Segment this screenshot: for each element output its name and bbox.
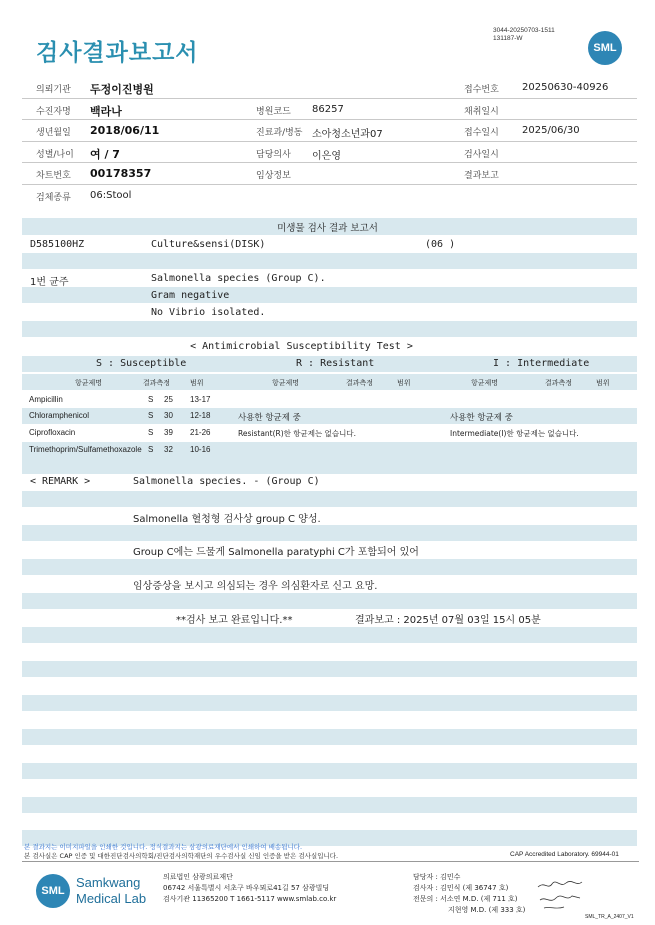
dept-label: 진료과/병동	[256, 128, 303, 139]
report-complete: **검사 보고 완료입니다.**	[176, 615, 293, 626]
receipt-date-value: 2025/06/30	[522, 125, 580, 137]
page-title: 검사결과보고서	[36, 40, 199, 66]
test-number: (06 )	[425, 239, 456, 250]
band	[22, 321, 637, 337]
patient-label: 수진자명	[36, 106, 71, 117]
drug-value: 25	[164, 395, 173, 404]
band	[22, 408, 637, 424]
band	[22, 559, 637, 575]
col-drug: 항균제명	[75, 379, 103, 387]
band	[22, 695, 637, 711]
organism: Salmonella species (Group C).	[151, 273, 326, 284]
drug-sir: S	[148, 445, 154, 454]
logo-name-line1: Samkwang	[76, 875, 141, 890]
col-range: 범위	[190, 379, 204, 387]
info-row	[22, 163, 637, 185]
strain-label: 1번 균주	[30, 277, 69, 288]
staff-specialist-2: 지현영 M.D. (제 333 호)	[448, 906, 526, 914]
band	[22, 593, 637, 609]
footer-divider	[22, 861, 639, 862]
remark-line-1: Salmonella species. - (Group C)	[133, 476, 320, 487]
specimen-value: 06:Stool	[90, 189, 132, 201]
clinical-label: 임상정보	[256, 171, 291, 182]
report-label: 결과보고	[464, 171, 499, 182]
dept-value: 소아청소년과07	[312, 129, 383, 141]
org-address: 06742 서울특별시 서초구 바우뫼로41길 57 삼광빌딩	[163, 884, 330, 892]
band	[22, 458, 637, 474]
org-name: 의료법인 삼광의료재단	[163, 873, 233, 881]
info-row	[22, 77, 637, 99]
hospital-label: 의뢰기관	[36, 85, 71, 95]
drug-sir: S	[148, 428, 154, 437]
hosp-code-label: 병원코드	[256, 106, 291, 117]
legend-susceptible: S : Susceptible	[96, 358, 187, 369]
collect-label: 채취일시	[464, 106, 499, 117]
col-drug: 항균제명	[471, 379, 499, 387]
drug-name: Ciprofloxacin	[29, 428, 76, 437]
receipt-no-label: 접수번호	[464, 85, 499, 95]
chart-value: 00178357	[90, 167, 152, 181]
col-result: 결과측정	[143, 379, 171, 387]
remark-line-3: Group C에는 드물게 Salmonella paratyphi C가 포함되어 있어	[133, 547, 419, 558]
drug-sir: S	[148, 395, 154, 404]
dob-label: 생년월일	[36, 128, 71, 139]
band	[22, 797, 637, 813]
receipt-date-label: 접수일시	[464, 128, 499, 139]
patient-value: 백라나	[90, 104, 122, 118]
test-date-label: 검사일시	[464, 149, 499, 160]
band	[22, 491, 637, 507]
staff-specialist-1: 전문의 : 서소연 M.D. (제 711 호)	[413, 895, 518, 903]
drug-range: 21-26	[190, 428, 211, 437]
staff-manager: 담당자 : 김민수	[413, 873, 461, 881]
sex-age-value: 여 / 7	[90, 147, 120, 161]
report-time: 결과보고 : 2025년 07월 03일 15시 05분	[355, 615, 541, 626]
drug-value: 32	[164, 445, 173, 454]
dob-value: 2018/06/11	[90, 124, 160, 138]
info-row	[22, 120, 637, 142]
cap-accreditation: CAP Accredited Laboratory. 69944-01	[510, 851, 619, 858]
vibrio-result: No Vibrio isolated.	[151, 307, 266, 318]
doctor-value: 이은영	[312, 150, 341, 162]
band	[22, 627, 637, 643]
drug-value: 39	[164, 428, 173, 437]
resistant-note: Resistant(R)한 항균제는 없습니다.	[238, 429, 357, 438]
band	[22, 253, 637, 269]
drug-range: 13-17	[190, 395, 211, 404]
legend-intermediate: I : Intermediate	[493, 358, 590, 369]
info-row	[22, 185, 637, 206]
col-result: 결과측정	[545, 379, 573, 387]
hospital-value: 두정이진병원	[90, 83, 154, 96]
gram-stain: Gram negative	[151, 290, 230, 301]
chart-label: 차트번호	[36, 171, 71, 182]
org-contact: 검사기관 11365200 T 1661-5117 www.smlab.co.kr	[163, 895, 337, 903]
intermediate-note: Intermediate(I)한 항균제는 없습니다.	[450, 429, 579, 438]
remark-line-4: 임상증상을 보시고 의심되는 경우 의심환자로 신고 요망.	[133, 581, 378, 592]
ast-title: < Antimicrobial Susceptibility Test >	[190, 341, 413, 352]
signature-image	[536, 878, 586, 912]
logo-name-line2: Medical Lab	[76, 891, 147, 906]
specimen-label: 검체종류	[36, 192, 71, 203]
resistant-note-head: 사용한 항균제 중	[238, 413, 301, 423]
sex-age-label: 성별/나이	[36, 149, 74, 160]
info-row	[22, 142, 637, 164]
test-code: D585100HZ	[30, 239, 85, 250]
drug-range: 12-18	[190, 411, 211, 420]
remark-label: < REMARK >	[30, 476, 91, 487]
col-range: 범위	[596, 379, 610, 387]
image-notice: 본 결과지는 이미지파일을 인쇄한 것입니다. 정식결과지는 삼광의료재단에서 인쇄하여 배송됩니다.	[24, 843, 303, 851]
drug-value: 30	[164, 411, 173, 420]
band	[22, 763, 637, 779]
accreditation-notice: 본 검사실은 CAP 인증 및 대한진단검사의학회/진단검사의학재단의 우수검사실 신임 인증을 받은 검사실입니다.	[24, 852, 339, 860]
hosp-code-value: 86257	[312, 103, 344, 115]
drug-name: Ampicillin	[29, 395, 63, 404]
band	[22, 525, 637, 541]
doctor-label: 담당의사	[256, 149, 291, 160]
info-row	[22, 99, 637, 121]
band	[22, 287, 637, 303]
sml-logo: SML	[588, 31, 622, 65]
receipt-no-value: 20250630-40926	[522, 82, 609, 93]
band	[22, 729, 637, 745]
drug-name: Trimethoprim/Sulfamethoxazole	[29, 445, 142, 454]
staff-tester: 검사자 : 김민식 (제 36747 호)	[413, 884, 509, 892]
col-range: 범위	[397, 379, 411, 387]
sml-logo-footer: SML	[36, 874, 70, 908]
test-name: Culture&sensi(DISK)	[151, 239, 266, 250]
drug-sir: S	[148, 411, 154, 420]
patient-info-table	[22, 77, 637, 206]
drug-range: 10-16	[190, 445, 211, 454]
col-drug: 항균제명	[272, 379, 300, 387]
col-result: 결과측정	[346, 379, 374, 387]
section-title: 미생물 검사 결과 보고서	[277, 223, 378, 234]
document-id: 3044-20250703-1511 131187-W	[493, 27, 555, 42]
band	[22, 661, 637, 677]
drug-name: Chloramphenicol	[29, 411, 90, 420]
remark-line-2: Salmonella 혈청형 검사상 group C 양성.	[133, 514, 321, 525]
form-code: SML_TR_A_2407_V1	[585, 914, 634, 920]
legend-resistant: R : Resistant	[296, 358, 375, 369]
intermediate-note-head: 사용한 항균제 중	[450, 413, 513, 423]
